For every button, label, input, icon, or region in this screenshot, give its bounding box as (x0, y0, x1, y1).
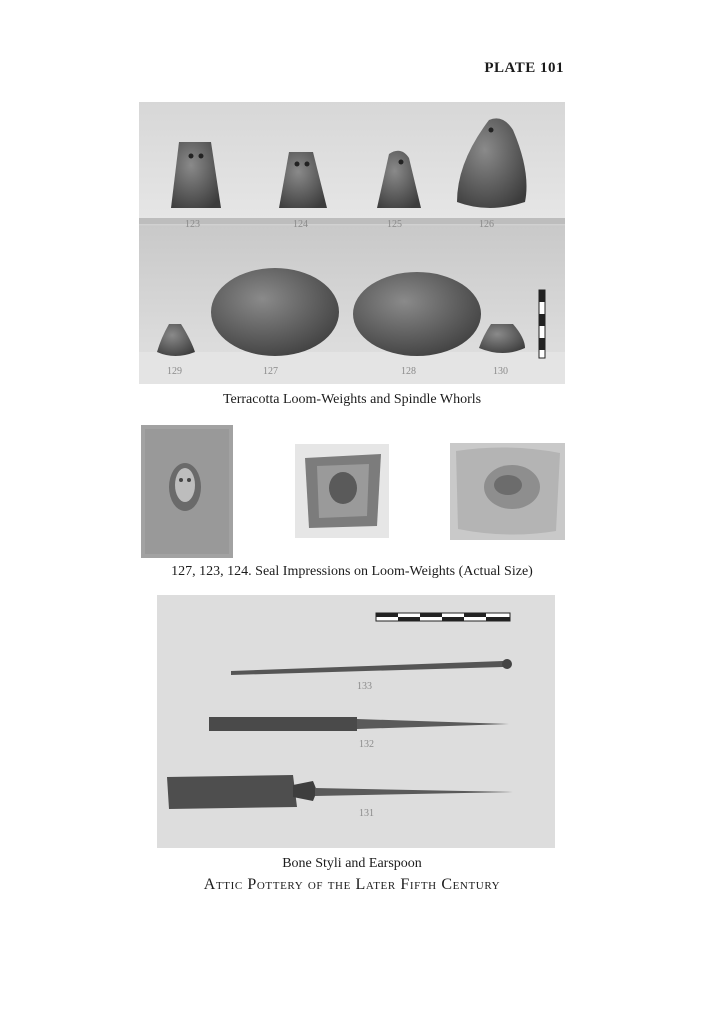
loom-weights-photo (139, 102, 565, 384)
seal-impression-123-photo (295, 444, 389, 538)
object-label-129: 129 (167, 366, 182, 377)
object-label-128: 128 (401, 366, 416, 377)
scale-bar (376, 613, 510, 621)
object-label-130: 130 (493, 366, 508, 377)
figure-caption-bone-styli: Bone Styli and Earspoon (282, 856, 422, 871)
loom-weight-128 (353, 272, 481, 356)
plate-footer-title: Attic Pottery of the Later Fifth Century (203, 876, 501, 893)
stylus-131 (167, 775, 297, 809)
object-label-123: 123 (185, 219, 200, 230)
object-label-133: 133 (357, 681, 372, 692)
seal-impression-127-photo (141, 425, 233, 558)
seal-impression-124-photo (450, 443, 565, 540)
stylus-132 (209, 717, 357, 731)
object-label-124: 124 (293, 219, 308, 230)
plate-title: PLATE 101 (484, 60, 564, 76)
object-label-132: 132 (359, 739, 374, 750)
figure-caption-loom-weights: Terracotta Loom-Weights and Spindle Whorls (222, 392, 482, 407)
object-label-131: 131 (359, 808, 374, 819)
bone-styli-photo (157, 595, 555, 848)
object-label-126: 126 (479, 219, 494, 230)
figure-caption-seal-impressions: 127, 123, 124. Seal Impressions on Loom-Weights (Actual Size) (171, 564, 533, 579)
object-label-125: 125 (387, 219, 402, 230)
object-label-127: 127 (263, 366, 278, 377)
loom-weight-127 (211, 268, 339, 356)
